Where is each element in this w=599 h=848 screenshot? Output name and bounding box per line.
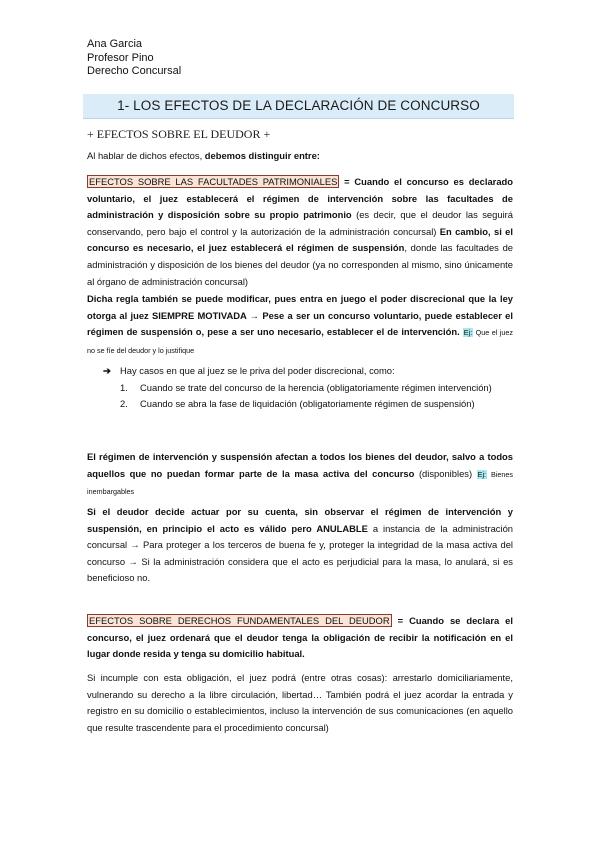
- example-label: Ej:: [477, 469, 487, 479]
- course-name: Derecho Concursal: [87, 65, 182, 77]
- intro-paragraph: Al hablar de dichos efectos, debemos distinguir entre:: [87, 150, 320, 161]
- list-item: 1. Cuando se trate del concurso de la herencia (obligatoriamente régimen intervención): [120, 381, 492, 393]
- subsection-heading: + EFECTOS SOBRE EL DEUDOR +: [87, 127, 271, 141]
- section-title: 1- LOS EFECTOS DE LA DECLARACIÓN DE CONCURSO: [83, 94, 514, 119]
- teacher-name: Profesor Pino: [87, 51, 154, 64]
- list-item: 2. Cuando se abra la fase de liquidación (obligatoriamente régimen de suspensión): [120, 398, 475, 410]
- scope-paragraph: El régimen de intervención y suspensión afectan a todos los bienes del deudor, salvo a todos aquellos que no puedan formar parte de la masa activa del concurso (disponibles) Ej: Bienes inembargables: [87, 451, 513, 497]
- arrow-icon: ➔: [103, 365, 111, 376]
- fundamental-rights-paragraph: EFECTOS SOBRE DERECHOS FUNDAMENTALES DEL DEUDOR = Cuando se declara el concurso, el juez ordenará que el deudor tenga la obligación de recibir la notificación en el lugar donde resida y tenga su domicilio habitual.: [87, 615, 513, 660]
- highlighted-heading-fundamental-rights: EFECTOS SOBRE DERECHOS FUNDAMENTALES DEL DEUDOR: [89, 615, 390, 626]
- noncompliance-paragraph: Si incumple con esta obligación, el juez podrá (entre otras cosas): arrestarlo domiciliariamente, vulnerando su derecho a la libre circulación, libertad… También podrá el juez acordar la entrada y registro en su domicilio o establecimientos, incluso la intervención de sus comunicaciones (en aquello que resulte trascendente para el procedimiento concursal): [87, 672, 513, 733]
- cases-list: [103, 363, 513, 413]
- cases-ordered-list: [103, 380, 513, 413]
- highlighted-heading-patrimonial: EFECTOS SOBRE LAS FACULTADES PATRIMONIALES: [89, 176, 338, 187]
- voidable-act-paragraph: Si el deudor decide actuar por su cuenta, sin observar el régimen de intervención y suspensión, en principio el acto es válido pero ANULABLE a instancia de la administración concursal → Para proteger a los terceros de buena fe y, proteger la integridad de la masa activa del concurso → Si la administración considera que el acto es perjudicial para la masa, lo anulará, si es beneficioso no.: [87, 506, 514, 584]
- document-header: [87, 38, 181, 79]
- author-name: Ana Garcia: [87, 38, 143, 50]
- patrimonial-effects-paragraph: EFECTOS SOBRE LAS FACULTADES PATRIMONIALES = Cuando el concurso es declarado voluntario, el juez establecerá el régimen de intervención sobre las facultades de administración y disposición sobre su propio patrimonio (es decir, que el deudor las seguirá conservando, pero bajo el control y la autorización de la administración concursal) En cambio, si el concurso es necesario, el juez establecerá el régimen de suspensión, donde las facultades de administración y disposición de los bienes del deudor (ya no corresponden al mismo, sino únicamente al órgano de administración concursal): [87, 176, 513, 287]
- discretionary-power-paragraph: Dicha regla también se puede modificar, pues entra en juego el poder discrecional que la ley otorga al juez SIEMPRE MOTIVADA → Pese a ser un concurso voluntario, puede establecer el régimen de suspensión o, pese a ser uno necesario, establecer el de intervención. Ej: Que el juez no se fíe del deudor y lo justifique: [87, 293, 514, 355]
- example-label: Ej:: [463, 328, 473, 338]
- cases-intro: ➔ Hay casos en que al juez se le priva del poder discrecional, como:: [103, 363, 513, 380]
